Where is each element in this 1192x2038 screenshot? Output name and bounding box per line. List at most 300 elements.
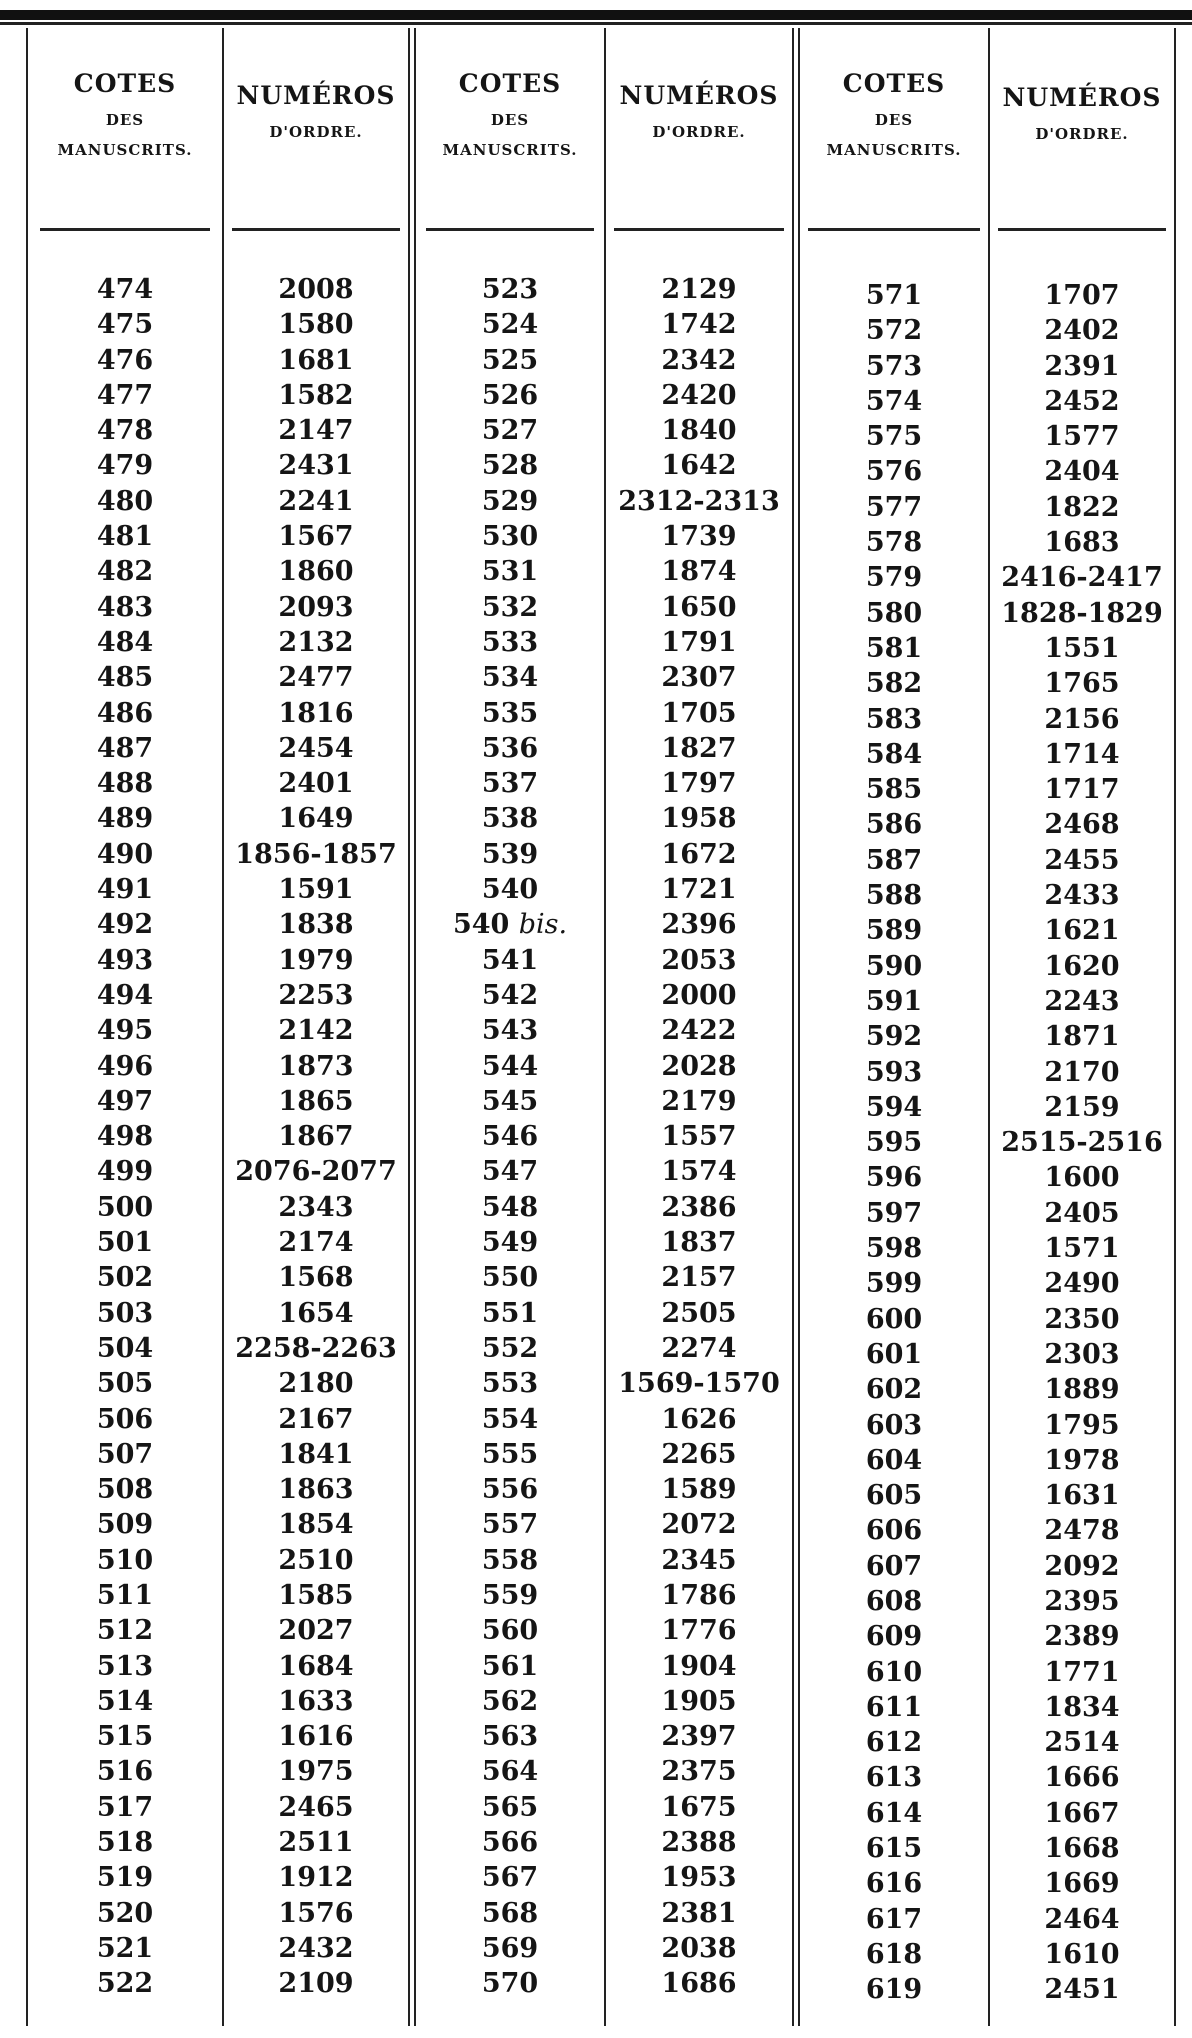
numero-cell: 1669 [1044,1868,1120,1900]
cotes-column [800,278,988,2008]
cote-cell: 610 [865,1656,923,1688]
numero-cell: 2092 [1044,1550,1120,1582]
block-divider [408,28,410,2026]
cote-cell: 576 [865,456,923,488]
numero-cell: 2402 [1044,315,1120,347]
cote-cell: 480 [96,485,154,517]
cote-cell: 564 [481,1756,539,1788]
numero-cell: 1978 [1044,1444,1120,1476]
numero-cell: 2156 [1044,703,1120,735]
cote-cell: 579 [865,562,923,594]
header-numeros [224,82,408,140]
numero-cell: 1668 [1044,1833,1120,1865]
numero-cell: 1786 [661,1579,737,1611]
cote-cell: 508 [96,1474,154,1506]
numero-cell: 1979 [278,944,354,976]
numero-cell: 2405 [1044,1197,1120,1229]
cote-cell: 541 [481,944,539,976]
cote-cell: 531 [481,556,539,588]
numero-cell: 1867 [278,1121,354,1153]
numero-cell: 2243 [1044,985,1120,1017]
numero-cell: 1905 [661,1685,737,1717]
cote-cell: 553 [481,1368,539,1400]
numero-cell: 1681 [278,344,354,376]
numero-cell: 1791 [661,626,737,658]
cote-cell: 567 [481,1862,539,1894]
numero-cell: 2258-2263 [235,1332,397,1364]
cote-cell: 489 [96,803,154,835]
column-divider [1174,28,1176,2026]
numero-cell: 1582 [278,379,354,411]
cote-cell: 616 [865,1868,923,1900]
numero-cell: 2345 [661,1544,737,1576]
numero-cell: 2375 [661,1756,737,1788]
numero-cell: 2008 [278,274,354,305]
numero-cell: 1765 [1044,668,1120,700]
numero-cell: 1834 [1044,1691,1120,1723]
numero-cell: 2265 [661,1438,737,1470]
numero-cell: 1795 [1044,1409,1120,1441]
numeros-column [224,272,408,2002]
cote-cell: 513 [96,1650,154,1682]
numero-cell: 1626 [661,1403,737,1435]
cote-cell: 505 [96,1368,154,1400]
cote-cell: 537 [481,768,539,800]
numero-cell: 1953 [661,1862,737,1894]
cote-cell: 500 [96,1191,154,1223]
numero-cell: 1616 [278,1721,354,1753]
numero-cell: 1904 [661,1650,737,1682]
cote-cell: 525 [481,344,539,376]
cote-cell: 478 [96,415,154,447]
numero-cell: 2505 [661,1297,737,1329]
cote-cell: 558 [481,1544,539,1576]
cote-cell: 498 [96,1121,154,1153]
cote-cell: 517 [96,1791,154,1823]
cote-cell: 515 [96,1721,154,1753]
cote-cell: 605 [865,1480,923,1512]
cote-cell: 532 [481,591,539,623]
cote-cell: 595 [865,1127,923,1159]
cote-cell: 501 [96,1227,154,1259]
numero-cell: 1840 [661,415,737,447]
cote-cell: 481 [96,521,154,553]
numero-cell: 1742 [661,309,737,341]
numero-cell: 2395 [1044,1585,1120,1617]
numero-cell: 2027 [278,1615,354,1647]
cote-cell: 499 [96,1156,154,1188]
numero-cell: 1860 [278,556,354,588]
numero-cell: 2342 [661,344,737,376]
numero-cell: 1776 [661,1615,737,1647]
cote-cell: 613 [865,1762,923,1794]
numero-cell: 1589 [661,1474,737,1506]
numero-cell: 2432 [278,1932,354,1964]
header-numeros [990,84,1174,142]
numero-cell: 1621 [1044,915,1120,947]
cote-cell: 571 [865,280,923,311]
numero-cell: 1672 [661,838,737,870]
numero-cell: 1600 [1044,1162,1120,1194]
header-numeros [606,82,792,140]
numero-cell: 1889 [1044,1374,1120,1406]
top-thin-rule [0,22,1192,25]
cote-cell: 539 [481,838,539,870]
numero-cell: 1816 [278,697,354,729]
cote-cell: 544 [481,1050,539,1082]
cote-cell: 510 [96,1544,154,1576]
numero-cell: 1650 [661,591,737,623]
numero-cell: 1837 [661,1227,737,1259]
header-manuscrits-label: MANUSCRITS. [57,141,193,159]
numero-cell: 2129 [661,274,737,305]
cote-cell: 566 [481,1827,539,1859]
numero-cell: 1827 [661,732,737,764]
cote-cell: 520 [96,1897,154,1929]
numero-cell: 2386 [661,1191,737,1223]
cote-cell: 549 [481,1227,539,1259]
numero-cell: 2072 [661,1509,737,1541]
numero-cell: 1571 [1044,1233,1120,1265]
numero-cell: 1739 [661,521,737,553]
numero-cell: 2452 [1044,385,1120,417]
numero-cell: 2253 [278,979,354,1011]
numero-cell: 1649 [278,803,354,835]
numero-cell: 2076-2077 [235,1156,397,1188]
cote-cell: 524 [481,309,539,341]
cote-cell: 608 [865,1585,923,1617]
numero-cell: 1557 [661,1121,737,1153]
header-des-label: DES [105,110,145,129]
numero-cell: 2053 [661,944,737,976]
cote-cell: 587 [865,844,923,876]
cote-cell: 561 [481,1650,539,1682]
cote-cell: 496 [96,1050,154,1082]
cote-cell: 542 [481,979,539,1011]
cote-cell: 583 [865,703,923,735]
cote-cell: 584 [865,738,923,770]
numero-cell: 2478 [1044,1515,1120,1547]
cote-cell: 511 [96,1579,154,1611]
cote-cell: 582 [865,668,923,700]
numero-cell: 1822 [1044,491,1120,523]
numero-cell: 2142 [278,1015,354,1047]
numero-cell: 1585 [278,1579,354,1611]
header-des-label: DES [490,110,530,129]
cote-cell: 600 [865,1303,923,1335]
cote-cell: 476 [96,344,154,376]
numeros-column [990,278,1174,2008]
cote-cell: 484 [96,626,154,658]
cote-cell: 581 [865,632,923,664]
cote-cell: 527 [481,415,539,447]
cote-cell: 493 [96,944,154,976]
numero-cell: 1567 [278,521,354,553]
numero-cell: 2180 [278,1368,354,1400]
numero-cell: 1577 [1044,421,1120,453]
cote-cell: 601 [865,1338,923,1370]
cote-cell: 602 [865,1374,923,1406]
header-cotes-label: COTES [73,69,177,98]
cote-cell: 540 bis. [452,909,568,941]
cote-cell: 569 [481,1932,539,1964]
cote-cell: 572 [865,315,923,347]
numero-cell: 2147 [278,415,354,447]
numero-cell: 2157 [661,1262,737,1294]
numero-cell: 2312-2313 [618,485,780,517]
cote-cell: 594 [865,1091,923,1123]
header-cotes-label: COTES [842,69,946,98]
cote-cell: 607 [865,1550,923,1582]
cote-cell: 516 [96,1756,154,1788]
numero-cell: 2159 [1044,1091,1120,1123]
header-rule [614,228,784,231]
cote-cell: 559 [481,1579,539,1611]
numero-cell: 2397 [661,1721,737,1753]
cote-cell: 611 [865,1691,923,1723]
cote-cell: 550 [481,1262,539,1294]
numero-cell: 1686 [661,1968,737,2000]
cote-cell: 592 [865,1021,923,1053]
header-numeros-label: NUMÉROS [1002,83,1162,112]
numero-cell: 1912 [278,1862,354,1894]
cotes-column [28,272,222,2002]
numero-cell: 1610 [1044,1938,1120,1970]
numero-cell: 1569-1570 [618,1368,780,1400]
cote-cell: 482 [96,556,154,588]
header-dordre-label: D'ORDRE. [1035,124,1129,143]
cote-cell: 554 [481,1403,539,1435]
cote-cell: 523 [481,274,539,305]
numero-cell: 2093 [278,591,354,623]
numero-cell: 1574 [661,1156,737,1188]
cote-cell: 598 [865,1233,923,1265]
cote-cell: 577 [865,491,923,523]
numero-cell: 1551 [1044,632,1120,664]
top-thick-rule [0,10,1192,20]
numero-cell: 2241 [278,485,354,517]
cote-cell: 530 [481,521,539,553]
cote-cell: 528 [481,450,539,482]
cote-cell: 589 [865,915,923,947]
numero-cell: 2454 [278,732,354,764]
numero-cell: 1838 [278,909,354,941]
numero-cell: 2514 [1044,1727,1120,1759]
numero-cell: 1854 [278,1509,354,1541]
header-cotes [416,70,604,159]
header-dordre-label: D'ORDRE. [652,122,746,141]
numero-cell: 2490 [1044,1268,1120,1300]
cotes-column [416,272,604,2002]
header-numeros-label: NUMÉROS [236,81,396,110]
numero-cell: 2109 [278,1968,354,2000]
cote-cell: 491 [96,874,154,906]
numero-cell: 2420 [661,379,737,411]
numero-cell: 2274 [661,1332,737,1364]
cote-cell: 543 [481,1015,539,1047]
header-numeros-label: NUMÉROS [619,81,779,110]
cote-cell: 547 [481,1156,539,1188]
numero-cell: 2038 [661,1932,737,1964]
numero-cell: 2343 [278,1191,354,1223]
cote-cell: 603 [865,1409,923,1441]
numero-cell: 1873 [278,1050,354,1082]
numero-cell: 1863 [278,1474,354,1506]
cote-cell: 540 [481,874,539,906]
cote-cell: 474 [96,274,154,305]
cote-cell: 477 [96,379,154,411]
numero-cell: 2167 [278,1403,354,1435]
cote-cell: 529 [481,485,539,517]
cote-cell: 494 [96,979,154,1011]
numeros-column [606,272,792,2002]
cote-cell: 502 [96,1262,154,1294]
cote-cell: 612 [865,1727,923,1759]
numero-cell: 1797 [661,768,737,800]
cote-cell: 590 [865,950,923,982]
cote-cell: 504 [96,1332,154,1364]
cote-cell: 552 [481,1332,539,1364]
numero-cell: 2455 [1044,844,1120,876]
cote-cell: 534 [481,662,539,694]
numero-cell: 2433 [1044,880,1120,912]
cote-cell: 514 [96,1685,154,1717]
numero-cell: 2350 [1044,1303,1120,1335]
numero-cell: 1771 [1044,1656,1120,1688]
cote-cell: 562 [481,1685,539,1717]
cote-cell: 512 [96,1615,154,1647]
block-divider [792,28,794,2026]
numero-cell: 1620 [1044,950,1120,982]
numero-cell: 2028 [661,1050,737,1082]
cote-cell: 483 [96,591,154,623]
cote-cell: 604 [865,1444,923,1476]
header-des-label: DES [874,110,914,129]
header-rule [426,228,594,231]
cote-cell: 556 [481,1474,539,1506]
cote-cell: 557 [481,1509,539,1541]
cote-cell: 573 [865,350,923,382]
numero-cell: 1675 [661,1791,737,1823]
numero-cell: 2468 [1044,809,1120,841]
numero-cell: 1654 [278,1297,354,1329]
cote-cell: 492 [96,909,154,941]
numero-cell: 2422 [661,1015,737,1047]
cote-cell: 619 [865,1974,923,2006]
numero-cell: 1841 [278,1438,354,1470]
cote-cell: 570 [481,1968,539,2000]
cote-cell: 509 [96,1509,154,1541]
numero-cell: 1714 [1044,738,1120,770]
cote-cell: 575 [865,421,923,453]
numero-cell: 2132 [278,626,354,658]
numero-cell: 1874 [661,556,737,588]
cote-cell: 497 [96,1085,154,1117]
cote-cell: 485 [96,662,154,694]
cote-cell: 487 [96,732,154,764]
cote-cell: 574 [865,385,923,417]
numero-cell: 2307 [661,662,737,694]
cote-cell: 563 [481,1721,539,1753]
cote-cell: 586 [865,809,923,841]
cote-cell: 606 [865,1515,923,1547]
numero-cell: 1828-1829 [1001,597,1163,629]
cote-cell: 475 [96,309,154,341]
numero-cell: 1705 [661,697,737,729]
numero-cell: 1958 [661,803,737,835]
cote-cell: 615 [865,1833,923,1865]
cote-cell: 578 [865,527,923,559]
cote-cell: 521 [96,1932,154,1964]
header-cotes [28,70,222,159]
header-manuscrits-label: MANUSCRITS. [442,141,578,159]
numero-cell: 2401 [278,768,354,800]
numero-cell: 1580 [278,309,354,341]
numero-cell: 2388 [661,1827,737,1859]
header-cotes-label: COTES [458,69,562,98]
cote-cell: 609 [865,1621,923,1653]
cote-cell: 538 [481,803,539,835]
numero-cell: 1631 [1044,1480,1120,1512]
numero-cell: 2477 [278,662,354,694]
numero-cell: 2451 [1044,1974,1120,2006]
cote-cell: 479 [96,450,154,482]
numero-cell: 1975 [278,1756,354,1788]
numero-cell: 1856-1857 [235,838,397,870]
numero-cell: 2431 [278,450,354,482]
header-rule [40,228,210,231]
header-rule [232,228,400,231]
numero-cell: 1707 [1044,280,1120,311]
cote-cell: 488 [96,768,154,800]
cote-cell: 518 [96,1827,154,1859]
cote-cell: 618 [865,1938,923,1970]
header-rule [998,228,1166,231]
cote-cell: 533 [481,626,539,658]
numero-cell: 2465 [278,1791,354,1823]
numero-cell: 2464 [1044,1903,1120,1935]
cote-cell: 565 [481,1791,539,1823]
numero-cell: 2170 [1044,1056,1120,1088]
cote-cell: 519 [96,1862,154,1894]
cote-cell: 506 [96,1403,154,1435]
cote-cell: 580 [865,597,923,629]
numero-cell: 1591 [278,874,354,906]
numero-cell: 1721 [661,874,737,906]
cote-cell: 588 [865,880,923,912]
cote-cell: 535 [481,697,539,729]
cote-cell: 596 [865,1162,923,1194]
numero-cell: 1568 [278,1262,354,1294]
header-manuscrits-label: MANUSCRITS. [826,141,962,159]
numero-cell: 1871 [1044,1021,1120,1053]
cote-cell: 522 [96,1968,154,2000]
header-rule [808,228,980,231]
numero-cell: 2000 [661,979,737,1011]
cote-cell: 614 [865,1797,923,1829]
cote-cell: 617 [865,1903,923,1935]
numero-cell: 2303 [1044,1338,1120,1370]
cote-cell: 486 [96,697,154,729]
numero-cell: 2511 [278,1827,354,1859]
cote-cell: 546 [481,1121,539,1153]
numero-cell: 1684 [278,1650,354,1682]
numero-cell: 1683 [1044,527,1120,559]
numero-cell: 2515-2516 [1001,1127,1163,1159]
numero-cell: 2396 [661,909,737,941]
numero-cell: 1666 [1044,1762,1120,1794]
numero-cell: 1717 [1044,774,1120,806]
